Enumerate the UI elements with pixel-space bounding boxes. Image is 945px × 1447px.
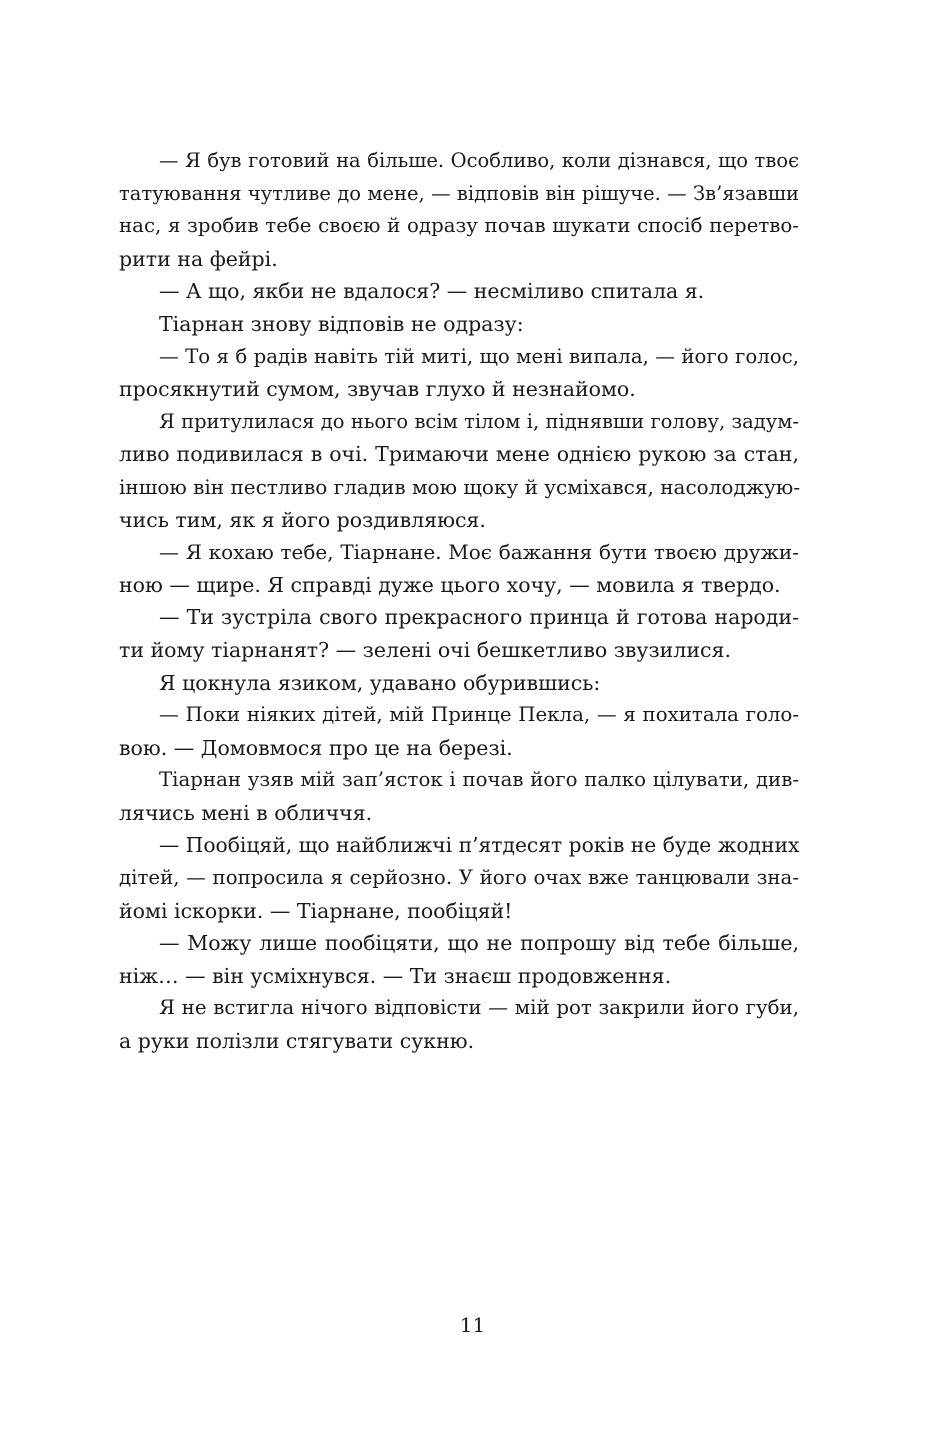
text-line: ною — щире. Я справді дуже цього хочу, — мовила я твердо.	[119, 572, 781, 597]
text-line: лячись мені в обличчя.	[119, 800, 373, 825]
text-line: вою. — Домовмося про це на березі.	[119, 735, 513, 760]
text-line: — А що, якби не вдалося? — несміливо спитала я.	[159, 279, 705, 304]
text-line: ти йому тіарнанят? — зелені очі бешкетливо звузилися.	[119, 637, 731, 662]
text-line: — Пообіцяй, що найближчі п’ятдесят років не буде жодних	[159, 833, 800, 858]
text-line: іншою він пестливо гладив мою щоку й усміхався, насолоджую-	[119, 474, 801, 499]
text-line: просякнутий сумом, звучав глухо й незнайомо.	[119, 377, 636, 402]
text-line: Я цокнула язиком, удавано обурившись:	[159, 670, 601, 695]
text-line: Тіарнан знову відповів не одразу:	[159, 311, 524, 336]
text-line: — Я кохаю тебе, Тіарнане. Моє бажання бути твоєю дружи-	[159, 540, 799, 565]
text-line: йомі іскорки. — Тіарнане, пообіцяй!	[119, 898, 513, 923]
text-line: — То я б радів навіть тій миті, що мені випала, — його голос,	[159, 344, 799, 368]
text-line: — Поки ніяких дітей, мій Принце Пекла, — я похитала голо-	[159, 703, 799, 727]
text-line: Я не встигла нічого відповісти — мій рот закрили його губи,	[159, 996, 799, 1020]
text-line: Я притулилася до нього всім тілом і, піднявши голову, задум-	[159, 409, 799, 433]
text-line: рити на фейрі.	[119, 246, 278, 271]
body-text	[119, 145, 799, 1058]
text-line: чись тим, як я його роздивляюся.	[119, 507, 486, 532]
text-line: нас, я зробив тебе своєю й одразу почав шукати спосіб перетво-	[119, 214, 799, 238]
text-line: — Ти зустріла свого прекрасного принца й готова народи-	[159, 605, 799, 630]
page-number: 11	[459, 1313, 486, 1337]
text-line: татуювання чутливе до мене, — відповів він рішуче. — Зв’язавши	[119, 181, 799, 205]
text-line: Тіарнан узяв мій зап’ясток і почав його палко цілувати, див-	[159, 768, 799, 792]
text-line: ливо подивилася в очі. Тримаючи мене однією рукою за стан,	[119, 442, 799, 467]
text-line: — Можу лише пообіцяти, що не попрошу від тебе більше,	[159, 931, 799, 956]
text-line: а руки полізли стягувати сукню.	[119, 1029, 475, 1054]
text-line: ніж… — він усміхнувся. — Ти знаєш продовження.	[119, 963, 672, 988]
text-line: дітей, — попросила я серйозно. У його очах вже танцювали зна-	[119, 866, 799, 890]
text-line: — Я був готовий на більше. Особливо, коли дізнався, що твоє	[159, 149, 799, 172]
